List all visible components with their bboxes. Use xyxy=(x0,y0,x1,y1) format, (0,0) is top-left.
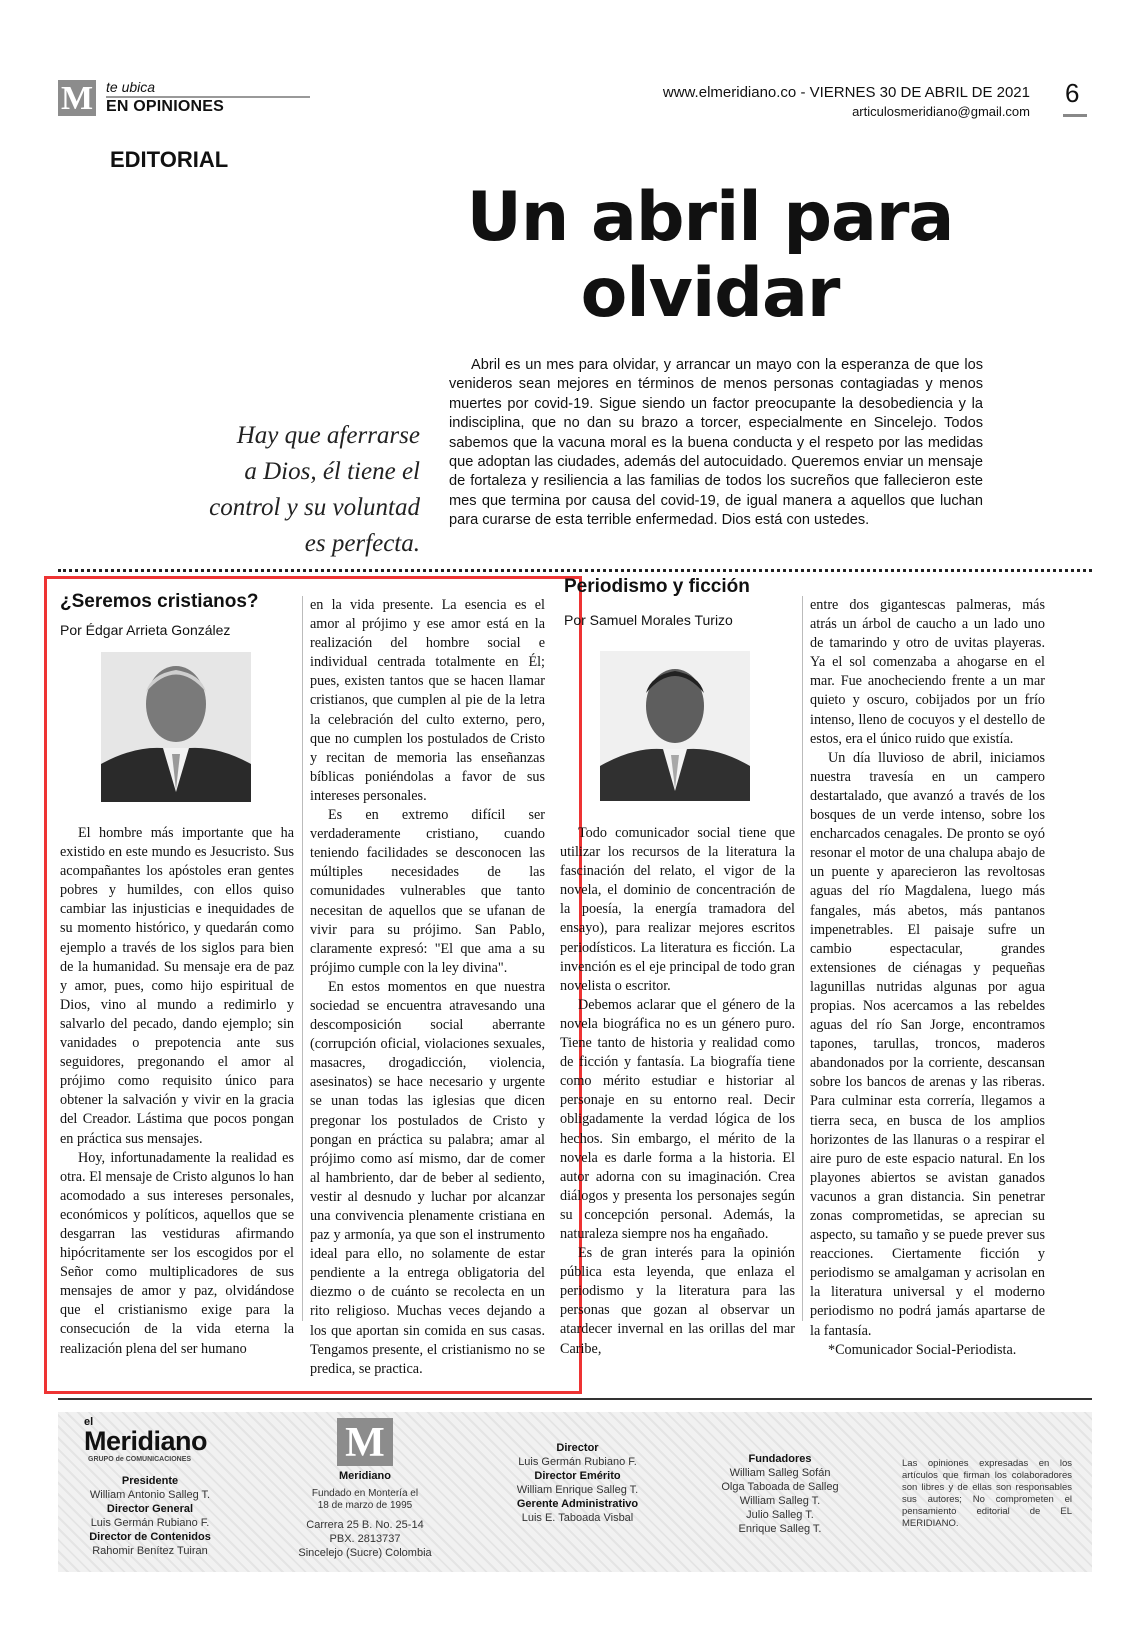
paragraph: Todo comunicador social tiene que utilizar los recursos de la literatura la fascinación del relato, el vigor de la novela, el dominio de concentración de la poesía, la energía tramadora del ensayo), para realizar mejores escritos periodísticos. La literatura es ficción. La invención es el eje principal de todo gran novelista o escritor. xyxy=(560,825,795,994)
staff-role: Director de Contenidos xyxy=(89,1531,211,1543)
address-line: Sincelejo (Sucre) Colombia xyxy=(298,1547,432,1559)
contact-email: articulosmeridiano@gmail.com xyxy=(852,104,1030,119)
article2-author-photo xyxy=(600,651,750,801)
pull-quote-line: es perfecta. xyxy=(304,530,420,557)
article2-column-2 xyxy=(810,596,1045,1360)
founder-name: William Salleg Sofán xyxy=(729,1467,831,1479)
column-divider xyxy=(302,596,303,1321)
footer-rule xyxy=(58,1398,1092,1400)
founder-name: Olga Taboada de Salleg xyxy=(721,1481,839,1493)
staff-role: Director xyxy=(556,1442,599,1454)
paragraph: Un día lluvioso de abril, iniciamos nuestra travesía en un campero destartalado, que avanzó a través de los bosques de un verde intenso, sobre los encharcados cenagales. De pronto se oyó resonar el motor de una chalupa abajo de un puente y aparecieron las revoltosas aguas del río Magdalena, luego más fangales, más abetos, más pantanos impenetrables. El paisaje sufre un cambio espectacular, grandes extensiones de ciénagas y pequeñas lagunillas nutridas algunas por agua propias. Nos acercamos a las rebeldes aguas del río San Jorge, encontramos tapones, tarullas, troncos, maderos abandonados por la corriente, descansan sobre los bancos de arenas y las riberas. Para culminar esta correría, llegamos a tierra seca, en busca de los amplios horizontes de las llanuras o a respirar el aire puro de este espacio natural. En los playones abiertos se avistan ganados vacunos a gran distancia. Sin penetrar zonas comprometidas, se aprecian su aspecto, su tamaño y se puede prever sus reacciones. Ciertamente ficción y periodismo se amalgaman y acrisolan en la literatura universal y el moderno periodismo no podrá jamás apartarse de la fantasía. xyxy=(810,749,1045,1339)
headline-line-1: Un abril para xyxy=(466,178,954,257)
founder-name: Julio Salleg T. xyxy=(746,1509,814,1521)
staff-name: Luis Germán Rubiano F. xyxy=(90,1517,210,1529)
staff-name: Luis Germán Rubiano F. xyxy=(518,1456,637,1468)
header-logo: M xyxy=(58,80,96,116)
founder-name: William Salleg T. xyxy=(739,1495,821,1507)
footer-brand-small: el xyxy=(84,1416,94,1428)
staff-name: Luis E. Taboada Visbal xyxy=(521,1512,634,1524)
article1-title: ¿Seremos cristianos? xyxy=(60,591,259,612)
pull-quote-line: control y su voluntad xyxy=(209,494,420,521)
paragraph: Debemos aclarar que el género de la novela biográfica no es un género puro. Tiene tanto de historia y realidad como de ficción y fantasía. La biografía tiene como mérito estudiar e historiar al personaje en su entorno real. Decir obligadamente la verdad lógica de los hechos. Sin embargo, el mérito de la novela es darle forma a la historia. El autor adorna con su imaginación. Crea diálogos y presenta los personajes según su concepción personal. Además, la naturaleza siempre nos ha engañado. xyxy=(560,996,795,1242)
footer-staff-col3 xyxy=(495,1441,660,1525)
staff-role: Gerente Administrativo xyxy=(516,1498,639,1510)
staff-role: Director General xyxy=(106,1503,194,1515)
pull-quote-line: a Dios, él tiene el xyxy=(244,458,420,485)
staff-name: Rahomir Benítez Tuiran xyxy=(92,1545,208,1557)
footer-brand: Meridiano xyxy=(84,1426,208,1456)
page-number: 6 xyxy=(1065,78,1080,108)
article1-column-1 xyxy=(60,824,294,1359)
article2-title: Periodismo y ficción xyxy=(564,576,750,597)
footer-mid-logo: M xyxy=(337,1418,393,1466)
page-number-rule xyxy=(1063,114,1087,117)
footer-mid-brand: Meridiano xyxy=(339,1470,391,1482)
editorial-lede: Abril es un mes para olvidar, y arrancar un mayo con la esperanza de que los venideros sean mejores en términos de menos personas contagiadas y menos muertes por covid-19. Sigue siendo un factor preocupante la desobediencia y la indisciplina, que no dan su brazo a torcer, especialmente en Sincelejo. Todos sabemos que la vacuna moral es la buena conducta y el respeto por las medidas que adoptan las ciudades, además del autocuidado. Queremos enviar un mensaje de fortaleza y resiliencia a las familias de todos los sucreños que fallecieron este mes que termina por causa del covid-19, de igual manera a aquellos que luchan para curarse de esta terrible enfermedad. Dios está con ustedes. xyxy=(449,357,983,529)
column-divider xyxy=(802,596,803,1321)
paragraph: En estos momentos en que nuestra sociedad se encuentra atravesando una descomposición social aberrante (corrupción oficial, violaciones sexuales, masacres, drogadicción, violencia, asesinatos) se hace necesario y urgente se unan todas las iglesias que dicen pregonar los postulados de Cristo y pongan en práctica su palabra; amar al prójimo como así mismo, dar de comer al hambriento, dar de beber al sediento, vestir al desnudo y luchar por alcanzar una convivencia plenamente cristiana en paz y armonía, ya que son el instrumento ideal para ello, no solamente de estar pendiente a la entrega obligatoria del diezmo o de cuánto se recolecta en un rito religioso. Muchas veces dejando a los que aportan sin comida en sus casas. Tengamos presente, el cristianismo no se predica, se practica. xyxy=(310,978,545,1377)
footer-address xyxy=(290,1518,440,1560)
dotted-divider xyxy=(58,569,1092,572)
section-name: EN OPINIONES xyxy=(106,98,224,115)
article1-author-photo xyxy=(101,652,251,802)
pull-quote xyxy=(150,418,420,562)
headline-line-2: olvidar xyxy=(580,254,840,333)
paragraph: Es en extremo difícil ser verdaderamente cristiano, cuando teniendo facilidades se desconocen las múltiples necesidades de las comunidades vulnerables que tanto necesitan de aquellos que se ufanan de vivir para su prójimo. San Pablo, claramente expresó: "El que ama a su prójimo cumple con la ley divina". xyxy=(310,807,545,976)
address-line: Carrera 25 B. No. 25-14 xyxy=(306,1519,424,1531)
footer-disclaimer: Las opiniones expresadas en los artículos que firman los colaboradores son libres y de ellas son responsables sus autores; No comprometen el pensamiento editorial de EL MERIDIANO. xyxy=(902,1458,1072,1529)
article2-column-1 xyxy=(560,824,795,1359)
portrait-icon xyxy=(600,651,750,801)
founder-name: Enrique Salleg T. xyxy=(738,1523,822,1535)
editorial-headline xyxy=(400,180,1020,332)
paragraph: en la vida presente. La esencia es el amor al prójimo y ese amor está en la realización del hombre social e individual centrada totalmente en Él; pues, existen tantos que se hacen llamar cristianos, que cumplen al pie de la letra la celebración del culto externo, pero, que no cumplen los postulados de Cristo y recitan de memoria las enseñanzas bíblicas poniéndolas a favor de sus intereses personales. xyxy=(310,597,545,804)
footer-staff-col1 xyxy=(70,1474,230,1558)
pull-quote-line: Hay que aferrarse xyxy=(236,422,420,449)
paragraph: Hoy, infortunadamente la realidad es otra. El mensaje de Cristo algunos lo han acomodado a sus intereses personales, económicos y políticos, aquellos que se desgarran las vestiduras afirmando hipócritamente ser los escogidos por el Señor como multiplicadores de sus mensajes de amor y paz, olvidándose que el cristianismo exige para la consecución de la vida eterna la realización plena del ser humano xyxy=(60,1149,294,1357)
address-line: PBX. 2813737 xyxy=(329,1533,401,1545)
header-tagline: te ubica xyxy=(106,79,156,95)
paragraph: Es de gran interés para la opinión pública esta leyenda, que enlaza el periodismo y la literatura para las personas que gozan al observar un atardecer invernal en las orillas del mar Caribe, xyxy=(560,1245,795,1357)
founders-title: Fundadores xyxy=(748,1453,812,1465)
site-and-date: www.elmeridiano.co - VIERNES 30 DE ABRIL DE 2021 xyxy=(662,84,1030,101)
article2-byline: Por Samuel Morales Turizo xyxy=(564,612,733,628)
staff-role: Presidente xyxy=(121,1475,179,1487)
footer-brand-sub: GRUPO de COMUNICACIONES xyxy=(88,1456,192,1463)
footer-founders xyxy=(705,1452,855,1536)
staff-name: William Enrique Salleg T. xyxy=(516,1484,639,1496)
staff-role: Director Emérito xyxy=(534,1470,621,1482)
editorial-label: EDITORIAL xyxy=(110,147,229,172)
paragraph: El hombre más importante que ha existido en este mundo es Jesucristo. Sus acompañantes los apóstoles eran gentes pobres y humildes, con ellos quiso cambiar las injusticias e inequidades de su momento histórico, y quedarán como ejemplo a través de los siglos para bien de la humanidad. Su mensaje era de paz y amor, pues, como hijo espiritual de Dios, vino al mundo a redimirlo y salvarlo del pecado, dando ejemplo; sin vanidades o prepotencia ante sus seguidores, pregonando el amor al prójimo como requisito único para obtener la salvación y vivir en la gracia del Creador. Lástima que pocos pongan en práctica sus mensajes. xyxy=(60,825,294,1147)
article1-column-2 xyxy=(310,596,545,1379)
portrait-icon xyxy=(101,652,251,802)
paragraph: *Comunicador Social-Periodista. xyxy=(828,1341,1017,1358)
article1-byline: Por Édgar Arrieta González xyxy=(60,622,231,638)
footer-founded: Fundado en Montería el 18 de marzo de 1995 xyxy=(311,1488,419,1511)
paragraph: entre dos gigantescas palmeras, más atrás un árbol de caucho a un lado uno de tamarindo y otro de uvitas playeras. Ya el sol comenzaba a ahogarse en el mar. Fue anocheciendo frente a un mar quieto y oscuro, cobijados por un frío intenso, lleno de cocuyos y el destello de estos, era el único ruido que existía. xyxy=(810,597,1045,747)
staff-name: William Antonio Salleg T. xyxy=(89,1489,211,1501)
